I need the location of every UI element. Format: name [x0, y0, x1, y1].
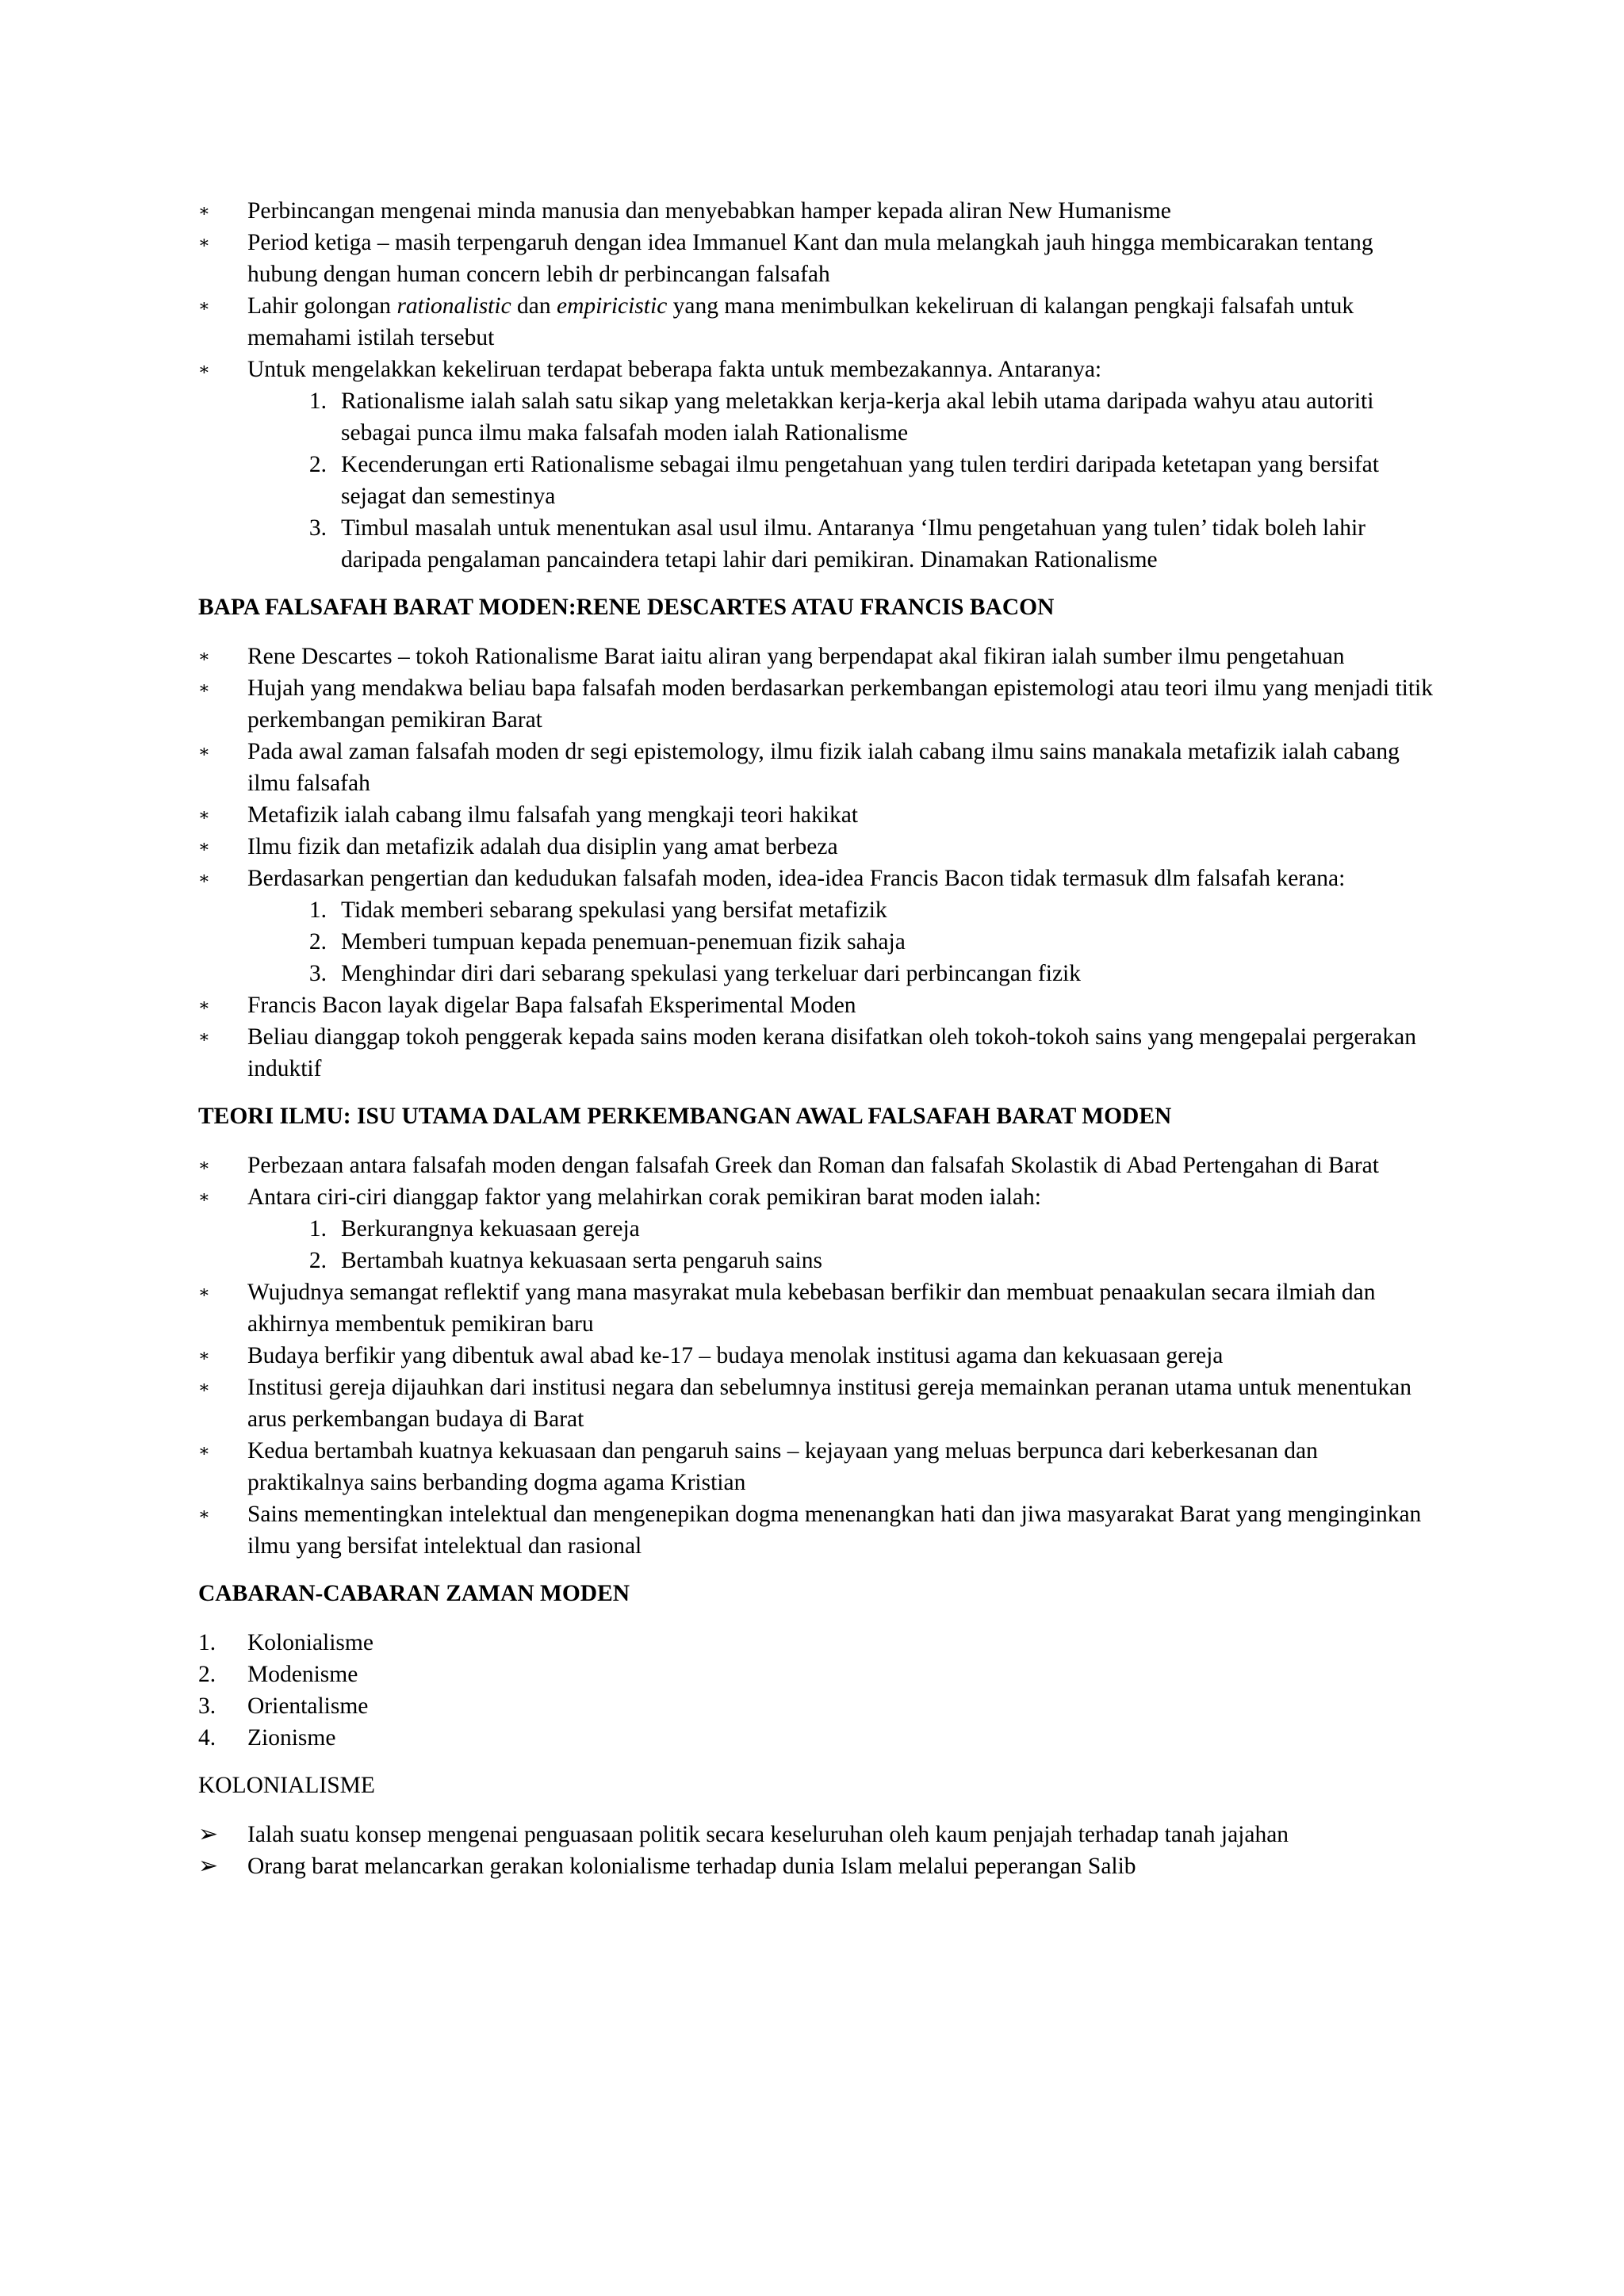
bullet-text: Budaya berfikir yang dibentuk awal abad ke-17 – budaya menolak institusi agama dan kekuasaan gereja — [247, 1343, 1224, 1368]
bullet-text: Ilmu fizik dan metafizik adalah dua disiplin yang amat berbeza — [247, 834, 838, 859]
bullet-star-icon: ∗ — [198, 646, 210, 666]
bullet-star-icon: ∗ — [198, 741, 210, 761]
bullet-text: Untuk mengelakkan kekeliruan terdapat beberapa fakta untuk membezakannya. Antaranya: — [247, 357, 1102, 382]
item-text: Orientalisme — [247, 1693, 369, 1719]
section-heading: BAPA FALSAFAH BARAT MODEN:RENE DESCARTES ATAU FRANCIS BACON — [198, 595, 1055, 620]
list-item — [198, 989, 1435, 1021]
bullet-star-icon: ∗ — [198, 995, 210, 1015]
list-item — [198, 290, 1435, 354]
bullet-text: Antara ciri-ciri dianggap faktor yang melahirkan corak pemikiran barat moden ialah: — [247, 1184, 1041, 1210]
list-item — [198, 1498, 1435, 1562]
numbered-item — [198, 449, 1435, 512]
numbered-item — [198, 958, 1435, 989]
bullet-text: Institusi gereja dijauhkan dari institusi negara dan sebelumnya institusi gereja memainkan peranan utama untuk menentukan arus perkembangan budaya di Barat — [247, 1375, 1412, 1432]
list-item — [198, 672, 1435, 736]
bullet-text: Perbezaan antara falsafah moden dengan falsafah Greek dan Roman dan falsafah Skolastik di Abad Pertengahan di Barat — [247, 1153, 1379, 1178]
list-item — [198, 1819, 1435, 1850]
item-number: 3. — [198, 1693, 216, 1719]
bullet-star-icon: ∗ — [198, 678, 210, 698]
item-text: Rationalisme ialah salah satu sikap yang meletakkan kerja-kerja akal lebih utama daripada wahyu atau autoriti sebagai punca ilmu maka falsafah moden ialah Rationalisme — [341, 388, 1374, 446]
item-text: Zionisme — [247, 1725, 336, 1751]
bullet-text: Orang barat melancarkan gerakan kolonialisme terhadap dunia Islam melalui peperangan Salib — [247, 1854, 1136, 1879]
list-item — [198, 1850, 1435, 1882]
list-item — [198, 227, 1435, 290]
item-number: 2. — [308, 452, 327, 477]
list-item — [198, 1340, 1435, 1372]
bullet-text: Berdasarkan pengertian dan kedudukan falsafah moden, idea-idea Francis Bacon tidak termasuk dlm falsafah kerana: — [247, 866, 1346, 891]
numbered-item — [198, 1722, 1435, 1754]
arrow-bullet-icon: ➢ — [198, 1853, 219, 1879]
list-item — [198, 641, 1435, 672]
list-item — [198, 1276, 1435, 1340]
bullet-star-icon: ∗ — [198, 1282, 210, 1302]
numbered-item — [198, 1245, 1435, 1276]
bullet-star-icon: ∗ — [198, 836, 210, 856]
bullet-text: Francis Bacon layak digelar Bapa falsafah Eksperimental Moden — [247, 993, 856, 1018]
item-number: 3. — [308, 515, 327, 541]
numbered-item — [198, 1659, 1435, 1690]
item-number: 1. — [198, 1630, 216, 1655]
numbered-item — [198, 1627, 1435, 1659]
bullet-star-icon: ∗ — [198, 1377, 210, 1397]
item-text: Menghindar diri dari sebarang spekulasi yang terkeluar dari perbincangan fizik — [341, 961, 1081, 986]
list-item — [198, 831, 1435, 863]
bullet-text: Beliau dianggap tokoh penggerak kepada sains moden kerana disifatkan oleh tokoh-tokoh sains yang mengepalai pergerakan induktif — [247, 1024, 1416, 1081]
list-item — [198, 863, 1435, 894]
bullet-star-icon: ∗ — [198, 1027, 210, 1047]
item-number: 2. — [308, 929, 327, 955]
bullet-text: Period ketiga – masih terpengaruh dengan idea Immanuel Kant dan mula melangkah jauh hingga membicarakan tentang hubung dengan human concern lebih dr perbincangan falsafah — [247, 230, 1373, 287]
list-item — [198, 195, 1435, 227]
numbered-item — [198, 1213, 1435, 1245]
item-text: Kecenderungan erti Rationalisme sebagai ilmu pengetahuan yang tulen terdiri daripada ketetapan yang bersifat sejagat dan semestinya — [341, 452, 1379, 509]
bullet-star-icon: ∗ — [198, 1441, 210, 1460]
bullet-star-icon: ∗ — [198, 805, 210, 825]
item-number: 2. — [198, 1662, 216, 1687]
bullet-text: Hujah yang mendakwa beliau bapa falsafah moden berdasarkan perkembangan epistemologi atau teori ilmu yang menjadi titik perkembangan pemikiran Barat — [247, 675, 1433, 733]
list-item — [198, 1150, 1435, 1181]
list-item — [198, 1181, 1435, 1213]
section-heading: TEORI ILMU: ISU UTAMA DALAM PERKEMBANGAN AWAL FALSAFAH BARAT MODEN — [198, 1104, 1172, 1129]
bullet-text: Sains mementingkan intelektual dan mengenepikan dogma menenangkan hati dan jiwa masyarakat Barat yang menginginkan ilmu yang bersifat intelektual dan rasional — [247, 1502, 1422, 1559]
bullet-star-icon: ∗ — [198, 201, 210, 220]
bullet-text: Ialah suatu konsep mengenai penguasaan politik secara keseluruhan oleh kaum penjajah terhadap tanah jajahan — [247, 1822, 1289, 1847]
item-number: 1. — [308, 1216, 327, 1242]
emphasis-empiricistic: empiricistic — [557, 293, 668, 319]
bullet-star-icon: ∗ — [198, 1504, 210, 1524]
list-item — [198, 736, 1435, 799]
numbered-item — [198, 385, 1435, 449]
item-number: 4. — [198, 1725, 216, 1751]
bullet-star-icon: ∗ — [198, 359, 210, 379]
numbered-item — [198, 1690, 1435, 1722]
section-heading: KOLONIALISME — [198, 1773, 375, 1798]
bullet-star-icon: ∗ — [198, 232, 210, 252]
bullet-text: Pada awal zaman falsafah moden dr segi epistemology, ilmu fizik ialah cabang ilmu sains manakala metafizik ialah cabang ilmu falsafah — [247, 739, 1400, 796]
item-text: Timbul masalah untuk menentukan asal usul ilmu. Antaranya ‘Ilmu pengetahuan yang tulen’ tidak boleh lahir daripada pengalaman pancaindera tetapi lahir dari pemikiran. Dinamakan Rationalisme — [341, 515, 1365, 572]
numbered-item — [198, 894, 1435, 926]
list-item — [198, 799, 1435, 831]
list-item — [198, 1372, 1435, 1435]
bullet-star-icon: ∗ — [198, 868, 210, 888]
item-number: 3. — [308, 961, 327, 986]
bullet-star-icon: ∗ — [198, 1345, 210, 1365]
list-item — [198, 1435, 1435, 1498]
bullet-text: Kedua bertambah kuatnya kekuasaan dan pengaruh sains – kejayaan yang meluas berpunca dari keberkesanan dan praktikalnya sains berbanding dogma agama Kristian — [247, 1438, 1318, 1495]
bullet-text: Rene Descartes – tokoh Rationalisme Barat iaitu aliran yang berpendapat akal fikiran ialah sumber ilmu pengetahuan — [247, 644, 1345, 669]
item-number: 2. — [308, 1248, 327, 1273]
bullet-text: Metafizik ialah cabang ilmu falsafah yang mengkaji teori hakikat — [247, 802, 858, 828]
bullet-text: Lahir golongan rationalistic dan empiricistic yang mana menimbulkan kekeliruan di kalangan pengkaji falsafah untuk memahami istilah tersebut — [247, 293, 1354, 350]
bullet-star-icon: ∗ — [198, 296, 210, 316]
list-item — [198, 354, 1435, 385]
item-text: Berkurangnya kekuasaan gereja — [341, 1216, 640, 1242]
item-text: Memberi tumpuan kepada penemuan-penemuan fizik sahaja — [341, 929, 906, 955]
document-content — [198, 195, 1435, 1882]
item-text: Modenisme — [247, 1662, 358, 1687]
section-heading: CABARAN-CABARAN ZAMAN MODEN — [198, 1581, 630, 1606]
numbered-item — [198, 926, 1435, 958]
bullet-star-icon: ∗ — [198, 1187, 210, 1207]
item-number: 1. — [308, 388, 327, 414]
bullet-text: Perbincangan mengenai minda manusia dan menyebabkan hamper kepada aliran New Humanisme — [247, 198, 1171, 224]
item-text: Kolonialisme — [247, 1630, 373, 1655]
bullet-text: Wujudnya semangat reflektif yang mana masyrakat mula kebebasan berfikir dan membuat penaakulan secara ilmiah dan akhirnya membentuk pemikiran baru — [247, 1280, 1376, 1337]
list-item — [198, 1021, 1435, 1085]
item-text: Tidak memberi sebarang spekulasi yang bersifat metafizik — [341, 897, 887, 923]
item-text: Bertambah kuatnya kekuasaan serta pengaruh sains — [341, 1248, 822, 1273]
arrow-bullet-icon: ➢ — [198, 1821, 219, 1847]
bullet-star-icon: ∗ — [198, 1155, 210, 1175]
item-number: 1. — [308, 897, 327, 923]
numbered-item — [198, 512, 1435, 576]
emphasis-rationalistic: rationalistic — [396, 293, 511, 319]
